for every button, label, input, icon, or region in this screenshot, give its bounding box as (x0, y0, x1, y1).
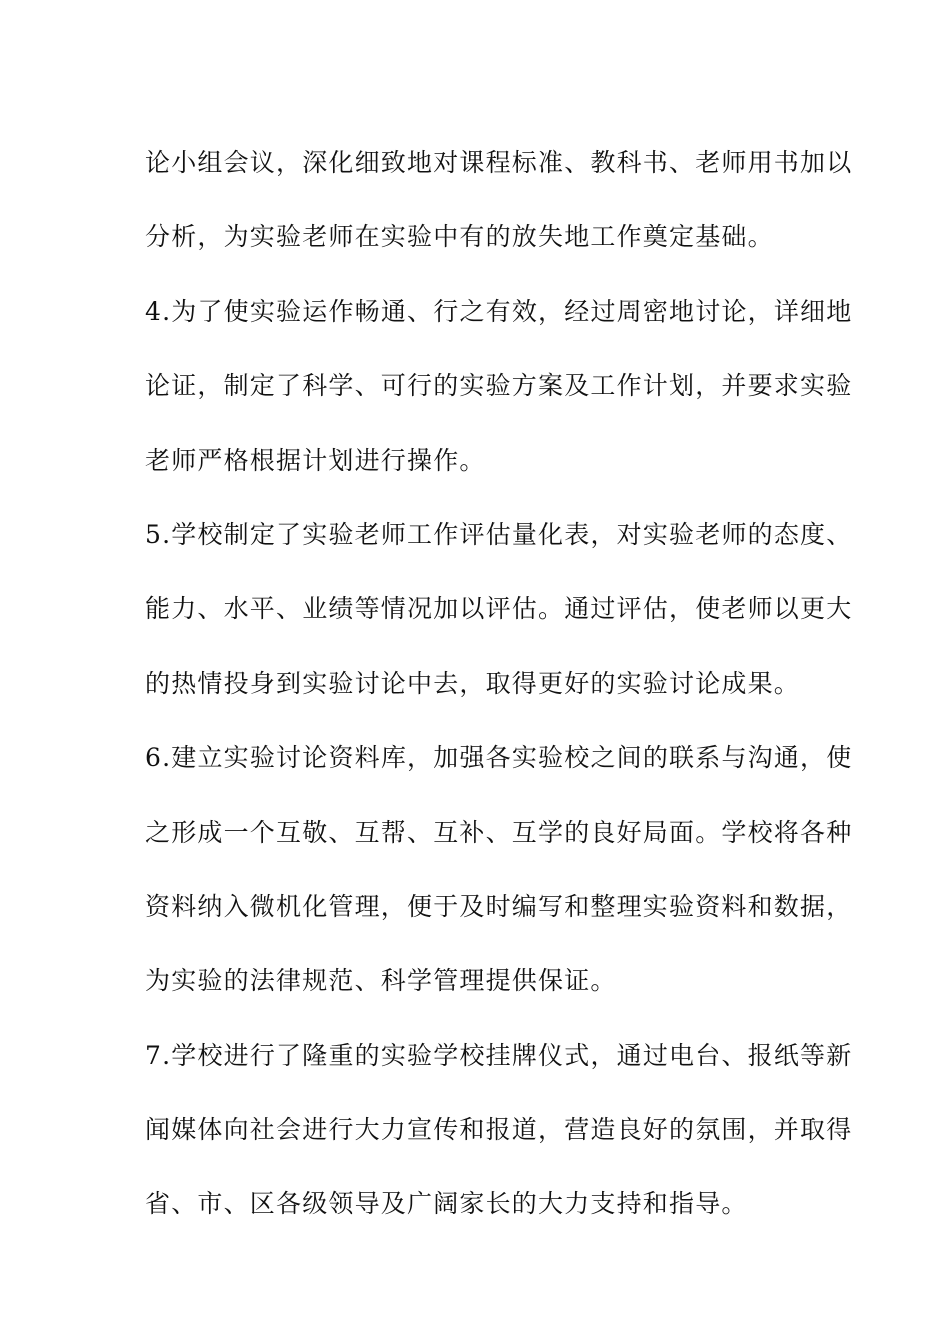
text-line: 能力、水平、业绩等情况加以评估。通过评估，使老师以更大 (145, 594, 853, 624)
text-line: 论小组会议，深化细致地对课程标准、教科书、老师用书加以 (145, 148, 853, 177)
text-line: 5.学校制定了实验老师工作评估量化表，对实验老师的态度、 (145, 519, 853, 549)
text-line: 老师严格根据计划进行操作。 (145, 445, 486, 475)
text-line: 的热情投身到实验讨论中去，取得更好的实验讨论成果。 (145, 668, 801, 698)
text-line: 闻媒体向社会进行大力宣传和报道，营造良好的氛围，并取得 (145, 1115, 853, 1145)
text-line: 论证，制定了科学、可行的实验方案及工作计划，并要求实验 (145, 371, 853, 401)
text-line: 6.建立实验讨论资料库，加强各实验校之间的联系与沟通，使 (145, 743, 853, 773)
text-line: 7.学校进行了隆重的实验学校挂牌仪式，通过电台、报纸等新 (145, 1040, 853, 1070)
text-line: 省、市、区各级领导及广阔家长的大力支持和指导。 (145, 1189, 748, 1219)
text-line: 资料纳入微机化管理，便于及时编写和整理实验资料和数据， (145, 891, 853, 921)
text-line: 分析，为实验老师在实验中有的放失地工作奠定基础。 (145, 222, 774, 252)
body-text (145, 126, 853, 1242)
text-line: 为实验的法律规范、科学管理提供保证。 (145, 966, 617, 996)
text-line: 之形成一个互敬、互帮、互补、互学的良好局面。学校将各种 (145, 817, 853, 847)
text-line: 4.为了使实验运作畅通、行之有效，经过周密地讨论，详细地 (145, 296, 853, 326)
